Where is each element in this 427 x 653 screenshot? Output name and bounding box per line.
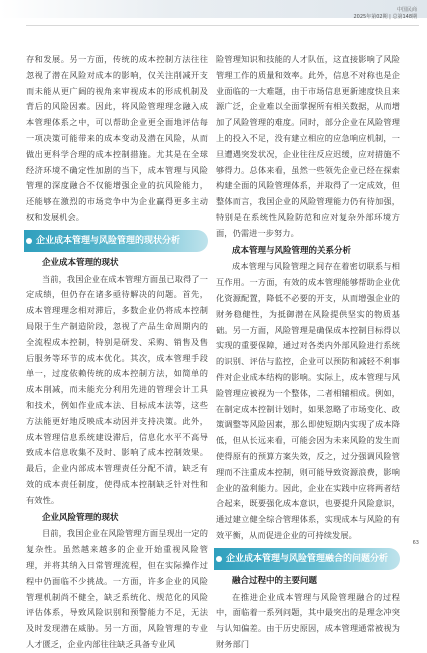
publication-name: 中国民商 — [396, 7, 417, 13]
subheading: 企业成本管理的现状 — [42, 257, 119, 268]
subheading: 成本管理与风险管理的关系分析 — [232, 245, 352, 256]
paragraph: 当前，我国企业在成本管理方面虽已取得了一定成绩，但仍存在诸多亟待解决的问题。首先，成本管理理念相对滞后，多数企业仍将成本控制局限于生产制造阶段，忽视了产品生命周期内的全流程成本控制，特别是研发、采购、销售及售后服务等环节的成本优化。其次，成本管理手段单一，过度依赖传统的成本控制方法，如简单的成本削减，而未能充分利用先进的管理会计工具和技术，例如作业成本法、目标成本法等，这些方法能更好地反映成本动因并支持决策。此外，成本管理信息系统建设滞后，信息化水平不高导致成本信息收集不及时、影响了成本控制效果。最后，企业内部成本管理责任分配不清，缺乏有效的成本责任制度，使得成本控制缺乏针对性和有效性。 — [26, 273, 208, 505]
subheading: 融合过程中的主要问题 — [232, 575, 318, 586]
bullet-dot-icon — [26, 238, 32, 244]
issue-info: 2025年第02期 | 总第148期 — [353, 14, 417, 20]
paragraph: 目前，我国企业在风险管理方面呈现出一定的复杂性。虽然越来越多的企业开始重视风险管理，并将其纳入日常管理流程，但在实际操作过程中仍面临不少挑战。一方面，许多企业的风险管理机制尚不健全，缺乏系统化、规范化的风险评估体系，导致风险识别和预警能力不足，无法及时发现潜在威胁。另一方面，风险管理的专业人才匮乏，企业内部往往缺乏具备专业风 — [26, 528, 208, 649]
section-heading: 企业成本管理与风险管理融合的问题分析 — [226, 553, 389, 564]
left-column — [26, 52, 208, 653]
paragraph: 险管理知识和技能的人才队伍，这直接影响了风险管理工作的质量和效率。此外，信息不对称也是企业面临的一大难题，由于市场信息更新速度快且来源广泛，企业难以全面掌握所有相关数据，从而增加了风险管理的难度。同时，部分企业在风险管理上的投入不足，没有建立相应的应急响应机制，一旦遭遇突发状况，企业往往反应迟缓，应对措施不够得力。总体来看，虽然一些领先企业已经在探索构建全面的风险管理体系，并取得了一定成效，但整体而言，我国企业的风险管理能力仍有待加强，特别是在系统性风险防范和应对复杂外部环境方面，仍需进一步努力。 — [216, 54, 400, 238]
section-heading-band — [214, 548, 400, 570]
section-heading: 企业成本管理与风险管理的现状分析 — [36, 235, 181, 246]
paragraph: 成本管理与风险管理之间存在着密切联系与相互作用。一方面，有效的成本管理能够帮助企业优化资源配置，降低不必要的开支，从而增强企业的财务稳健性，为抵御潜在风险提供坚实的物质基础。另一方面，风险管理是确保成本控制目标得以实现的重要保障，通过对各类内外部风险进行系统的识别、评估与监控，企业可以预防和减轻不利事件对企业成本结构的影响。实际上，成本管理与风险管理应被视为一个整体，二者相辅相成。例如，在制定成本控制计划时，如果忽略了市场变化、政策调整等风险因素，那么即使短期内实现了成本降低，但从长远来看，可能会因为未来风险的发生而使得原有的预算方案失效，反之，过分强调风险管理而不注重成本控制，则可能导致资源浪费，影响企业的盈利能力。因此，企业在实践中应将两者结合起来，既要强化成本意识，也要提升风险意识，通过建立健全综合管理体系，实现成本与风险的有效平衡，从而促进企业的可持续发展。 — [216, 261, 400, 540]
paragraph: 存和发展。另一方面，传统的成本控制方法往往忽视了潜在风险对成本的影响，仅关注削减开支而未能从更广阔的视角来审视成本的形成机制及背后的风险因素。因此，将风险管理理念融入成本管理体系之中，可以帮助企业更全面地评估每一项决策可能带来的成本变动及潜在风险，从而做出更科学合理的成本控制措施。尤其是在全球经济环境不确定性加剧的当下，成本管理与风险管理的深度融合不仅能增强企业的抗风险能力，还能够在激烈的市场竞争中为企业赢得更多主动权和发展机会。 — [26, 54, 208, 222]
right-column — [216, 52, 400, 653]
section-heading-band — [24, 230, 208, 252]
page-number: 63 — [412, 540, 419, 546]
paragraph: 在推进企业成本管理与风险管理融合的过程中，面临着一系列问题，其中最突出的是理念冲突与认知偏差。由于历史原因，成本管理通常被视为财务部门 — [216, 591, 400, 649]
bullet-dot-icon — [216, 556, 222, 562]
subheading: 企业风险管理的现状 — [42, 512, 119, 523]
page-header — [0, 0, 427, 30]
header-divider — [26, 25, 419, 26]
